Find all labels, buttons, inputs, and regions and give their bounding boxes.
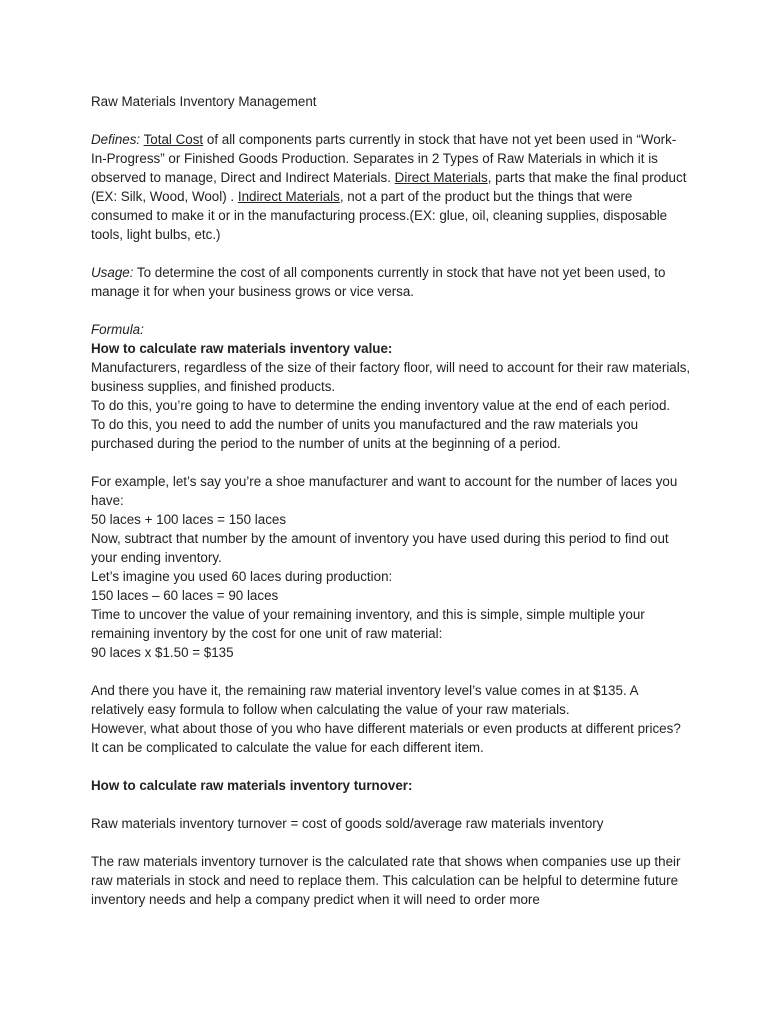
spacer: [91, 301, 691, 320]
section1-paragraph-3: To do this, you need to add the number of units you manufactured and the raw materials you purchased during the period to the number of units at the beginning of a period.: [91, 417, 639, 451]
spacer: [91, 244, 691, 263]
conclusion-paragraph-1: And there you have it, the remaining raw material inventory level’s value comes in at $135. A relatively easy formula to follow when calculating the value of your raw materials.: [91, 683, 638, 717]
spacer: [91, 757, 691, 776]
defines-text-2: , parts that make the final product (EX: Silk, Wood, Wool) .: [91, 170, 687, 204]
defines-text-3: , not a part of the product but the things that were consumed to make it or in the manufacturing process.(EX: glue, oil, cleaning supplies, disposable tools, light bulbs, etc.): [91, 189, 668, 242]
usage-text: To determine the cost of all components currently in stock that have not yet been used, to manage it for when your business grows or vice versa.: [91, 265, 666, 299]
defines-text-1: of all components parts currently in stock that have not yet been used in “Work-In-Progress” or Finished Goods Production. Separates in 2 Types of Raw Materials in which it is observed to manage, Direct and Indirect Materials.: [91, 132, 677, 185]
example-equation-2: 150 laces – 60 laces = 90 laces: [91, 588, 279, 603]
turnover-formula: Raw materials inventory turnover = cost of goods sold/average raw materials inventory: [91, 816, 604, 831]
spacer: [91, 111, 691, 130]
example-equation-1: 50 laces + 100 laces = 150 laces: [91, 512, 287, 527]
example-equation-3: 90 laces x $1.50 = $135: [91, 645, 234, 660]
conclusion-paragraph-2: However, what about those of you who have different materials or even products at different prices? It can be complicated to calculate the value for each different item.: [91, 721, 681, 755]
indirect-materials-term: Indirect Materials: [237, 189, 340, 204]
turnover-paragraph: The raw materials inventory turnover is the calculated rate that shows when companies use up their raw materials in stock and need to replace them. This calculation can be helpful to determine future inventory needs and help a company predict when it will need to order more: [91, 854, 681, 907]
spacer: [91, 662, 691, 681]
document-page: [91, 92, 691, 909]
spacer: [91, 833, 691, 852]
document-title: Raw Materials Inventory Management: [91, 94, 317, 109]
usage-label: Usage:: [91, 265, 134, 280]
section1-paragraph-2: To do this, you’re going to have to determine the ending inventory value at the end of each period.: [91, 398, 671, 413]
defines-paragraph: [91, 130, 691, 244]
example-paragraph-4: Time to uncover the value of your remaining inventory, and this is simple, simple multiple your remaining inventory by the cost for one unit of raw material:: [91, 607, 645, 641]
section1-paragraph-1: Manufacturers, regardless of the size of their factory floor, will need to account for their raw materials, business supplies, and finished products.: [91, 360, 691, 394]
usage-paragraph: [91, 263, 691, 301]
example-paragraph-2: Now, subtract that number by the amount of inventory you have used during this period to find out your ending inventory.: [91, 531, 669, 565]
spacer: [91, 795, 691, 814]
example-paragraph-1: For example, let’s say you’re a shoe manufacturer and want to account for the number of laces you have:: [91, 474, 678, 508]
section-heading-turnover: How to calculate raw materials inventory turnover:: [91, 778, 413, 793]
spacer: [91, 453, 691, 472]
direct-materials-term: Direct Materials: [394, 170, 488, 185]
defines-label: Defines:: [91, 132, 141, 147]
formula-label: Formula:: [91, 322, 144, 337]
example-paragraph-3: Let’s imagine you used 60 laces during production:: [91, 569, 393, 584]
total-cost-term: Total Cost: [143, 132, 204, 147]
section-heading-value: How to calculate raw materials inventory value:: [91, 341, 393, 356]
